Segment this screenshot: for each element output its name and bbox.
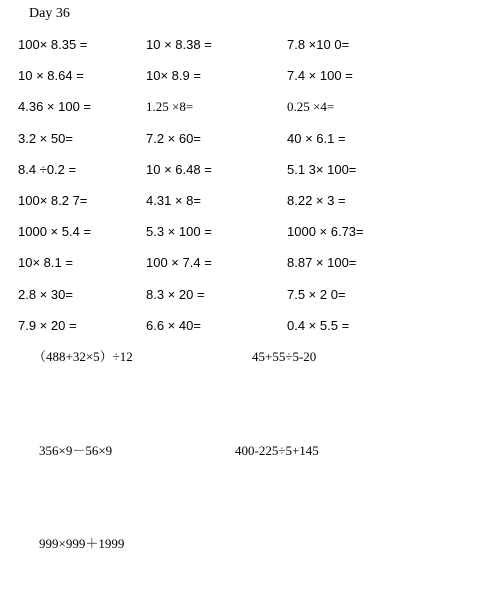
calc-item: 5.3 × 100 = [146, 224, 212, 240]
table-row [18, 223, 468, 254]
calc-item: 8.3 × 20 = [146, 286, 205, 302]
table-row [18, 98, 468, 129]
page-title: Day 36 [29, 6, 70, 21]
calc-item: 10 × 8.64 = [18, 68, 84, 84]
calc-item: 1000 × 5.4 = [18, 224, 92, 240]
table-row [18, 161, 468, 192]
table-row [18, 254, 468, 285]
calc-item: 7.9 × 20 = [18, 317, 77, 333]
calc-item: 8.87 × 100= [287, 255, 357, 271]
calc-item: 6.6 × 40= [146, 317, 201, 333]
mixed-operation-problem: 356×9－56×9 [39, 443, 113, 458]
mixed-operation-problem: 999×999＋1999 [39, 536, 125, 551]
calc-item: 10× 8.9 = [146, 68, 201, 84]
mixed-operation-problem: 45+55÷5-20 [252, 349, 317, 364]
calc-item: 10 × 6.48 = [146, 161, 212, 177]
calc-item: 0.25 ×4= [287, 99, 335, 115]
calc-item: 4.36 × 100 = [18, 99, 92, 115]
table-row [18, 317, 468, 348]
calc-item: 8.22 × 3 = [287, 192, 346, 208]
calc-item: 2.8 × 30= [18, 286, 73, 302]
calc-item: 7.4 × 100 = [287, 68, 353, 84]
calculation-grid [18, 36, 468, 348]
calc-item: 100× 8.35 = [18, 37, 88, 52]
calc-item: 1.25 ×8= [146, 99, 194, 115]
calc-item: 7.5 × 2 0= [287, 286, 346, 302]
calc-item: 4.31 × 8= [146, 192, 201, 208]
calc-item: 40 × 6.1 = [287, 130, 346, 146]
calc-item: 3.2 × 50= [18, 130, 73, 146]
mixed-operation-problem: 400-225÷5+145 [235, 443, 319, 458]
calc-item: 10 × 8.38 = [146, 37, 212, 52]
table-row [18, 67, 468, 98]
mixed-operation-problem: （488+32×5）÷12 [33, 349, 133, 364]
calc-item: 7.8 ×10 0= [287, 37, 350, 52]
table-row [18, 286, 468, 317]
calc-item: 8.4 ÷0.2 = [18, 161, 77, 177]
calc-item: 0.4 × 5.5 = [287, 317, 350, 333]
calc-item: 100 × 7.4 = [146, 255, 212, 271]
table-row [18, 130, 468, 161]
calc-item: 10× 8.1 = [18, 255, 73, 271]
calc-item: 7.2 × 60= [146, 130, 201, 146]
calc-item: 1000 × 6.73= [287, 224, 364, 240]
table-row [18, 36, 468, 67]
table-row [18, 192, 468, 223]
calc-item: 100× 8.2 7= [18, 192, 88, 208]
calc-item: 5.1 3× 100= [287, 161, 357, 177]
